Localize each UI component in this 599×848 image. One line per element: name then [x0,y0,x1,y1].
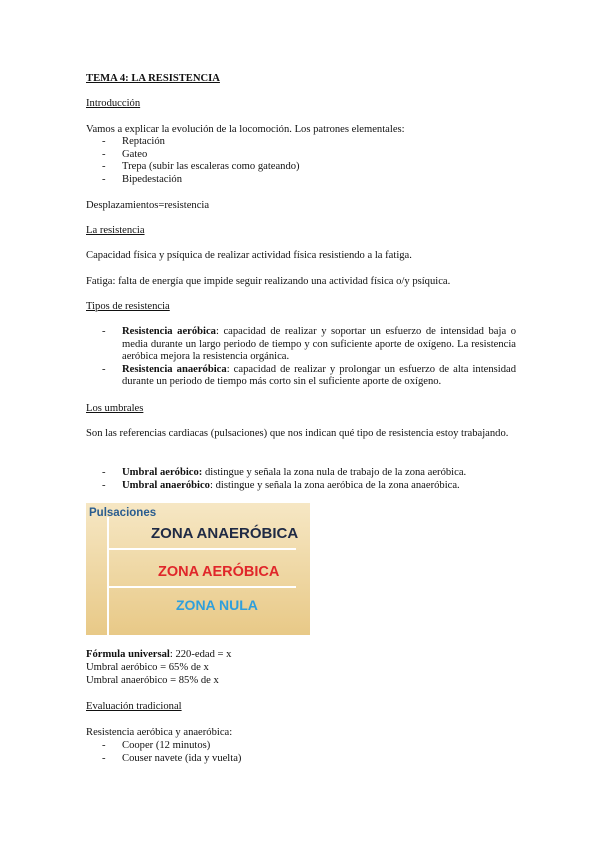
dash-bullet: - [102,173,106,185]
dash-bullet: - [102,479,106,491]
dash-bullet: - [102,752,106,764]
resistencia-definition: Capacidad física y psíquica de realizar actividad física resistiendo a la fatiga. [86,250,412,261]
term-aerobica: Resistencia aeróbica [122,326,216,337]
term-umbral-anaerobico: Umbral anaeróbico [122,479,210,491]
formula-term: Fórmula universal [86,649,170,660]
term-anaerobica: Resistencia anaeróbica [122,363,227,375]
evaluacion-list [86,740,516,765]
heading-introduccion: Introducción [86,98,141,109]
dash-bullet: - [102,326,106,337]
heading-la-resistencia: La resistencia [86,225,145,236]
dash-bullet: - [102,148,106,160]
evaluacion-text: Resistencia aeróbica y anaeróbica: [86,727,233,738]
heading-evaluacion: Evaluación tradicional [86,701,182,712]
list-item: - Resistencia aeróbica: capacidad de realizar y soportar un esfuerzo de intensidad baja o media durante un largo periodo de tiempo y con suficiente aporte de oxígeno. La resistencia aeróbica mejora la resistencia orgánica. [102,326,516,363]
image-header: Pulsaciones [89,507,157,519]
heading-tipos-resistencia: Tipos de resistencia [86,301,170,312]
term-umbral-aerobico: Umbral aeróbico: [122,467,203,478]
dash-bullet: - [102,363,106,375]
list-item: - Umbral anaeróbico: distingue y señala la zona aeróbica de la zona anaeróbica. [102,479,460,491]
zone-anaerobica-label: ZONA ANAERÓBICA [151,525,299,542]
intro-list [86,136,516,186]
dash-bullet: - [102,467,106,478]
dash-bullet: - [102,161,106,173]
zone-nula-label: ZONA NULA [176,597,258,613]
list-item: - Reptación [102,136,165,147]
umbrales-text: Son las referencias cardiacas (pulsaciones) que nos indican qué tipo de resistencia estoy trabajando. [86,428,509,439]
umbrales-list [86,467,516,492]
intro-note: Desplazamientos=resistencia [86,200,210,211]
list-item: - Umbral aeróbico: distingue y señala la zona nula de trabajo de la zona aeróbica. [102,467,467,478]
list-item: - Cooper (12 minutos) [102,740,211,751]
dash-bullet: - [102,740,106,751]
formula-line: Fórmula universal: 220-edad = x [86,649,232,660]
zones-image [86,503,310,635]
page-title: TEMA 4: LA RESISTENCIA [86,73,220,84]
list-item: - Bipedestación [102,173,183,185]
formula-umbral-anaerobico: Umbral anaeróbico = 85% de x [86,675,219,686]
fatiga-definition: Fatiga: falta de energía que impide seguir realizando una actividad física o/y psíquica. [86,276,451,287]
list-item: - Gateo [102,148,148,160]
intro-text: Vamos a explicar la evolución de la locomoción. Los patrones elementales: [86,124,405,135]
list-item: - Trepa (subir las escaleras como gateando) [102,161,300,173]
formula-umbral-aerobico: Umbral aeróbico = 65% de x [86,662,209,673]
tipos-list [86,326,516,389]
list-item: - Resistencia anaeróbica: capacidad de realizar y prolongar un esfuerzo de alta intensidad durante un periodo de tiempo más corto sin el suficiente aporte de oxígeno. [102,363,517,388]
heading-umbrales: Los umbrales [86,403,144,414]
zones-graphic [86,503,310,635]
list-item: - Couser navete (ida y vuelta) [102,752,242,764]
dash-bullet: - [102,136,106,147]
zone-aerobica-label: ZONA AERÓBICA [158,564,280,580]
